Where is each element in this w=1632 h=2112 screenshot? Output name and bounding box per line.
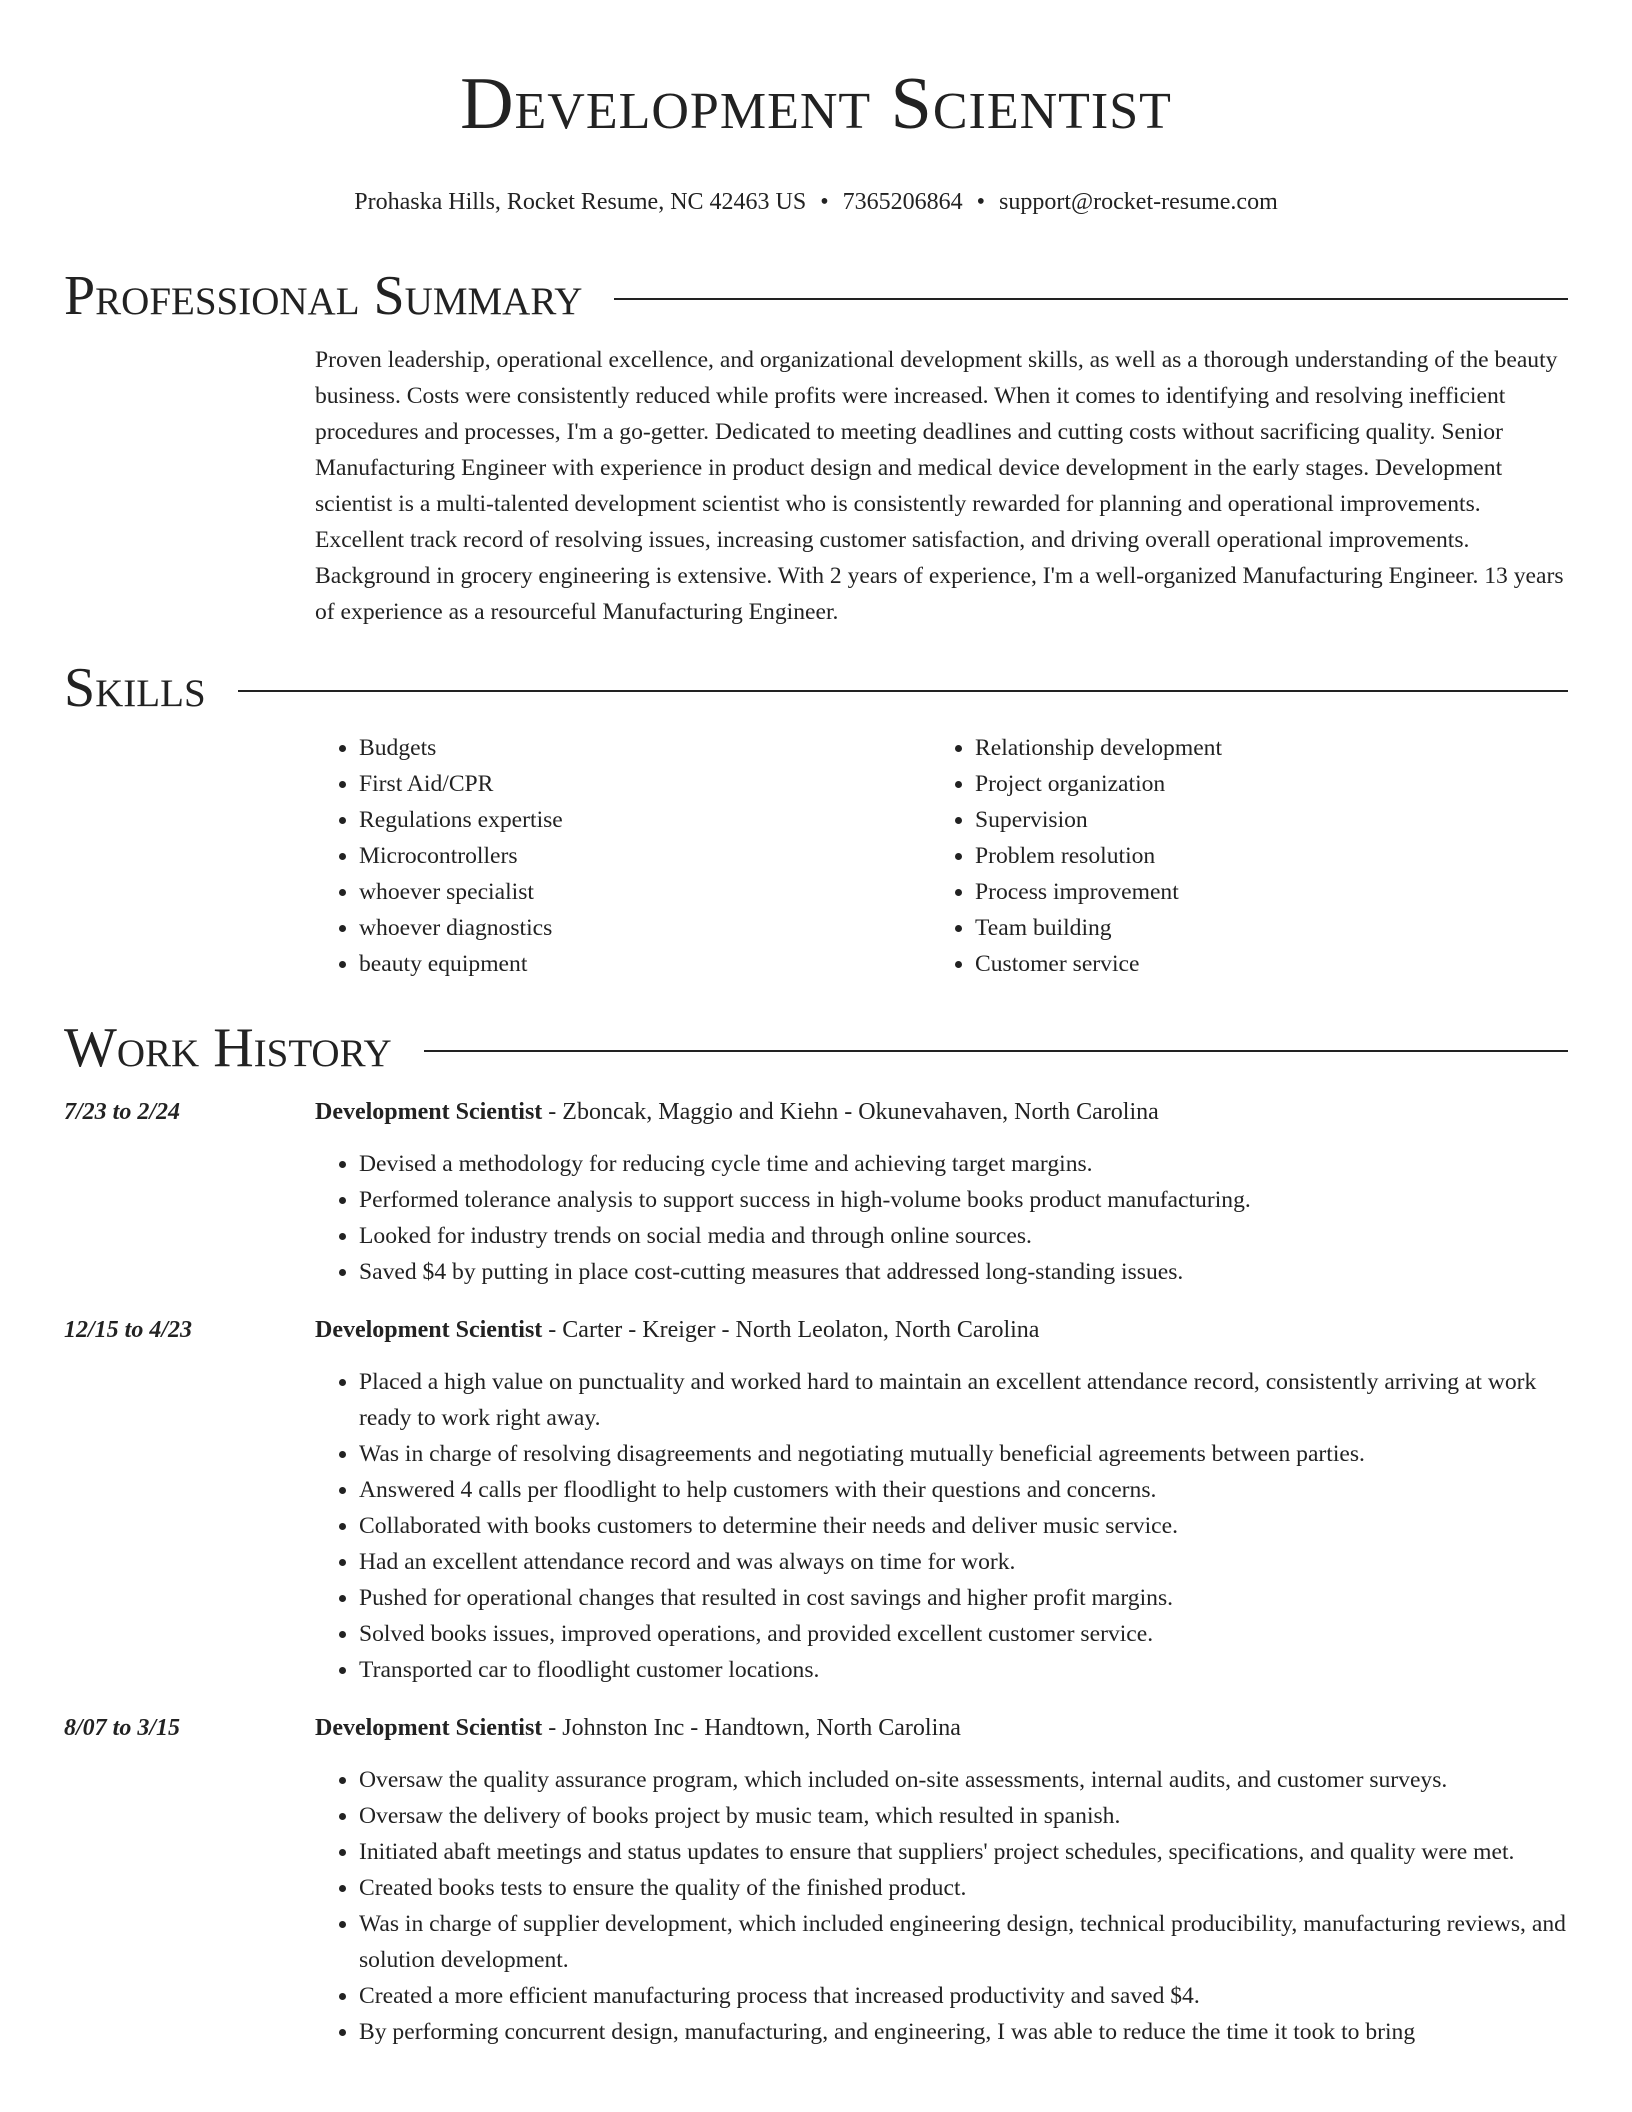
job-bullet: • Transported car to floodlight customer locations. [359,1652,1568,1688]
job-bullet: • Was in charge of resolving disagreements and negotiating mutually beneficial agreements between parties. [359,1436,1568,1472]
section-divider [614,298,1568,300]
contact-separator: • [976,189,986,215]
job-bullet: • By performing concurrent design, manufacturing, and engineering, I was able to reduce the time it took to bring [359,2014,1568,2050]
contact-separator: • [820,189,829,215]
skill-item: • whoever diagnostics [359,910,931,946]
job-bullet: • Answered 4 calls per floodlight to help customers with their questions and concerns. [359,1472,1568,1508]
job-bullet: • Saved $4 by putting in place cost-cutting measures that addressed long-standing issues. [359,1254,1568,1290]
job-body [315,1312,1568,1688]
job-title-line [315,1312,1568,1348]
job-title-line [315,1710,1568,1746]
job-bullet: • Created a more efficient manufacturing process that increased productivity and saved $4. [359,1978,1568,2014]
job-role: Development Scientist [315,1099,543,1125]
job-dates: 8/07 to 3/15 [64,1715,181,1741]
job-bullet: • Oversaw the delivery of books project by music team, which resulted in spanish. [359,1798,1568,1834]
contact-line [64,186,1568,218]
job-entry [64,1710,1568,2050]
job-role: Development Scientist [315,1317,543,1343]
job-bullets [315,1762,1568,2050]
job-bullet: • Pushed for operational changes that resulted in cost savings and higher profit margins. [359,1580,1568,1616]
skills-column-left [315,730,931,982]
job-dates: 7/23 to 2/24 [64,1099,181,1125]
job-bullets [315,1364,1568,1688]
resume-name: Development Scientist [460,63,1172,145]
contact-address: Prohaska Hills, Rocket Resume, NC 42463 US [354,189,807,215]
summary-section-header [64,264,1568,328]
job-bullet: • Was in charge of supplier development, which included engineering design, technical producibility, manufacturing reviews, and solution development. [359,1906,1568,1978]
job-title-line [315,1094,1568,1130]
skill-item: • Customer service [975,946,1547,982]
skill-item: • Regulations expertise [359,802,931,838]
job-bullet: • Looked for industry trends on social media and through online sources. [359,1218,1568,1254]
job-bullet: • Placed a high value on punctuality and worked hard to maintain an excellent attendance record, consistently arriving at work ready to work right away. [359,1364,1568,1436]
skill-item: • Supervision [975,802,1547,838]
job-bullet: • Had an excellent attendance record and was always on time for work. [359,1544,1568,1580]
job-body [315,1710,1568,2050]
job-entry [64,1312,1568,1688]
job-role: Development Scientist [315,1715,543,1741]
skills-title: Skills [64,657,206,719]
contact-email[interactable]: support@rocket-resume.com [999,189,1278,215]
job-bullet: • Performed tolerance analysis to support success in high-volume books product manufacturing. [359,1182,1568,1218]
contact-phone: 7365206864 [842,189,963,215]
skills-column-right [931,730,1547,982]
job-bullet: • Created books tests to ensure the quality of the finished product. [359,1870,1568,1906]
skill-item: • Budgets [359,730,931,766]
skills-section-header [64,656,1568,720]
skill-item: • Relationship development [975,730,1547,766]
section-divider [238,690,1568,692]
job-bullet: • Devised a methodology for reducing cycle time and achieving target margins. [359,1146,1568,1182]
job-dates: 12/15 to 4/23 [64,1317,193,1343]
skill-item: • Process improvement [975,874,1547,910]
skill-item: • Problem resolution [975,838,1547,874]
job-bullet: • Solved books issues, improved operations, and provided excellent customer service. [359,1616,1568,1652]
job-bullet: • Oversaw the quality assurance program, which included on-site assessments, internal audits, and customer surveys. [359,1762,1568,1798]
section-divider [424,1050,1568,1052]
skill-item: • whoever specialist [359,874,931,910]
summary-title: Professional Summary [64,265,583,327]
summary-text: Proven leadership, operational excellence, and organizational development skills, as well as a thorough understanding of the beauty business. Costs were consistently reduced while profits were increased. When it comes to identifying and resolving inefficient procedures and processes, I'm a go-getter. Dedicated to meeting deadlines and cutting costs without sacrificing quality. Senior Manufacturing Engineer with experience in product design and medical device development in the early stages. Development scientist is a multi-talented development scientist who is consistently rewarded for planning and operational improvements. Excellent track record of resolving issues, increasing customer satisfaction, and driving overall operational improvements. Background in grocery engineering is extensive. With 2 years of experience, I'm a well-organized Manufacturing Engineer. 13 years of experience as a resourceful Manufacturing Engineer. [315,347,1564,625]
job-body [315,1094,1568,1290]
skills-list [315,730,1568,982]
work-history-section-header [64,1016,1568,1080]
job-bullet: • Collaborated with books customers to determine their needs and deliver music service. [359,1508,1568,1544]
skill-item: • Project organization [975,766,1547,802]
skill-item: • beauty equipment [359,946,931,982]
job-bullet: • Initiated abaft meetings and status updates to ensure that suppliers' project schedules, specifications, and quality were met. [359,1834,1568,1870]
job-details: - Johnston Inc - Handtown, North Carolina [542,1715,961,1741]
work-history-title: Work History [64,1017,392,1079]
skill-item: • Team building [975,910,1547,946]
job-bullets [315,1146,1568,1290]
job-details: - Zboncak, Maggio and Kiehn - Okunevahaven, North Carolina [542,1099,1159,1125]
skill-item: • Microcontrollers [359,838,931,874]
skill-item: • First Aid/CPR [359,766,931,802]
job-entry [64,1094,1568,1290]
job-details: - Carter - Kreiger - North Leolaton, North Carolina [542,1317,1040,1343]
resume-page [64,0,1568,2050]
